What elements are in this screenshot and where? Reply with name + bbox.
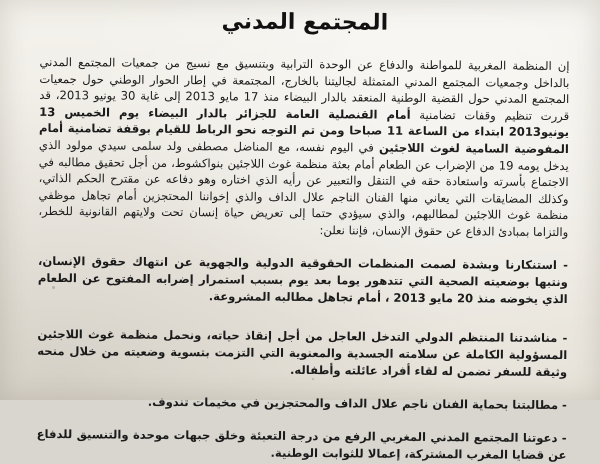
- demand-item-1-lead: - استنكارنا وبشدة لصمت المنظمات الحقوقية الدولية والجهوية عن انتهاك حقوق الإنسان، ونتبها بوضعيته الصحية: [37, 253, 569, 289]
- intro-text-part2: في اليوم نفسه، مع المناضل مصطفى ولد سلمى سيدي مولود الذي يدخل يومه 19 من الإضراب عن الطعام أمام بعثة منظمة غوث اللاجئين بنواكشوط، من أجل تحقيق مطالبه في الاجتماع بأسرته واستعادة حقه في التنقل والتعبير عن رأيه الذي اختاره وهو دفاعه عن مقترح الحكم الذاتي، وكذلك المضايقات التي يعاني منها الفنان الناجم علال الداف والذي إخواننا المحتجزين أمام تجاهل موظفي منظمة غوث اللاجئين لمطالبهم، والذي سيؤدي حتما إلى تعريض حياة إنسان تحت ولايتهم القانونية للخطر، والتزاما بمبادئ الدفاع عن حقوق الإنسان، فإننا نعلن:: [38, 137, 569, 240]
- demand-item-3-text: - مطالبتنا بحماية الفنان ناجم علال الداف والمحتجزين في مخيمات تندوف.: [147, 394, 567, 412]
- demand-item-2: [37, 325, 567, 380]
- scan-speck: [312, 378, 314, 380]
- article: [36, 4, 570, 462]
- scan-speck: [52, 286, 55, 289]
- demand-item-1-bold: التي تتدهور يوما بعد يوم بسبب استمرار إضرابه المفتوح عن الطعام الذي يخوضه منذ 20 مايو 2013 ، أمام تجاهل مطالبه المشروعة.: [37, 270, 568, 306]
- demand-item-4: [36, 425, 566, 463]
- demand-item-4-text: - دعوتنا المجتمع المدني المغربي الرفع من درجة التعبئة وخلق جبهات موحدة والتنسيق للدفاع عن قضايا المغرب المشتركة، إعمالا للثوابت الوطنية.: [36, 426, 567, 462]
- scan-speck: [558, 132, 560, 134]
- intro-paragraph: [38, 54, 569, 241]
- demand-item-1: [38, 252, 568, 307]
- page-title: المجتمع المدني: [221, 9, 389, 36]
- intro-text-bold: أمام القنصلية العامة للجزائر بالدار البيضاء يوم الخميس 13 يونيو2013 ابتداء من الساعة 11 صباحا ومن تم التوجه نحو الرباط للقيام بوقفة تضامنية أمام المفوضية السامية لغوث اللاجئين: [38, 104, 570, 157]
- intro-text-part1: إن المنظمة المغربية للمواطنة والدفاع عن الوحدة الترابية وبتنسيق مع نسيج من جمعيات المجتمع المدني بالداخل وجمعيات المجتمع المدني المتمثلة لجاليتنا بالخارج، المجتمعة في إطار الحوار الوطني حول جمعيات المجتمع المدني حول القضية الوطنية المنعقد بالدار البيضاء منذ 17 مايو 2013 إلى غاية 30 يونيو 2013، قد قررت تنظيم وقفات تضامنية: [39, 54, 570, 123]
- demand-item-2-text: - مناشدتنا المنتظم الدولي التدخل العاجل من أجل إنقاذ حياته، ونحمل منظمة غوث اللاجئين المسؤولية الكاملة عن سلامته الجسدية والمعنوية التي التزمت بتسوية وضعيته من خلال منحه وثيقة للسفر تضمن له لقاء أفراد عائلته وأطفاله.: [37, 326, 568, 379]
